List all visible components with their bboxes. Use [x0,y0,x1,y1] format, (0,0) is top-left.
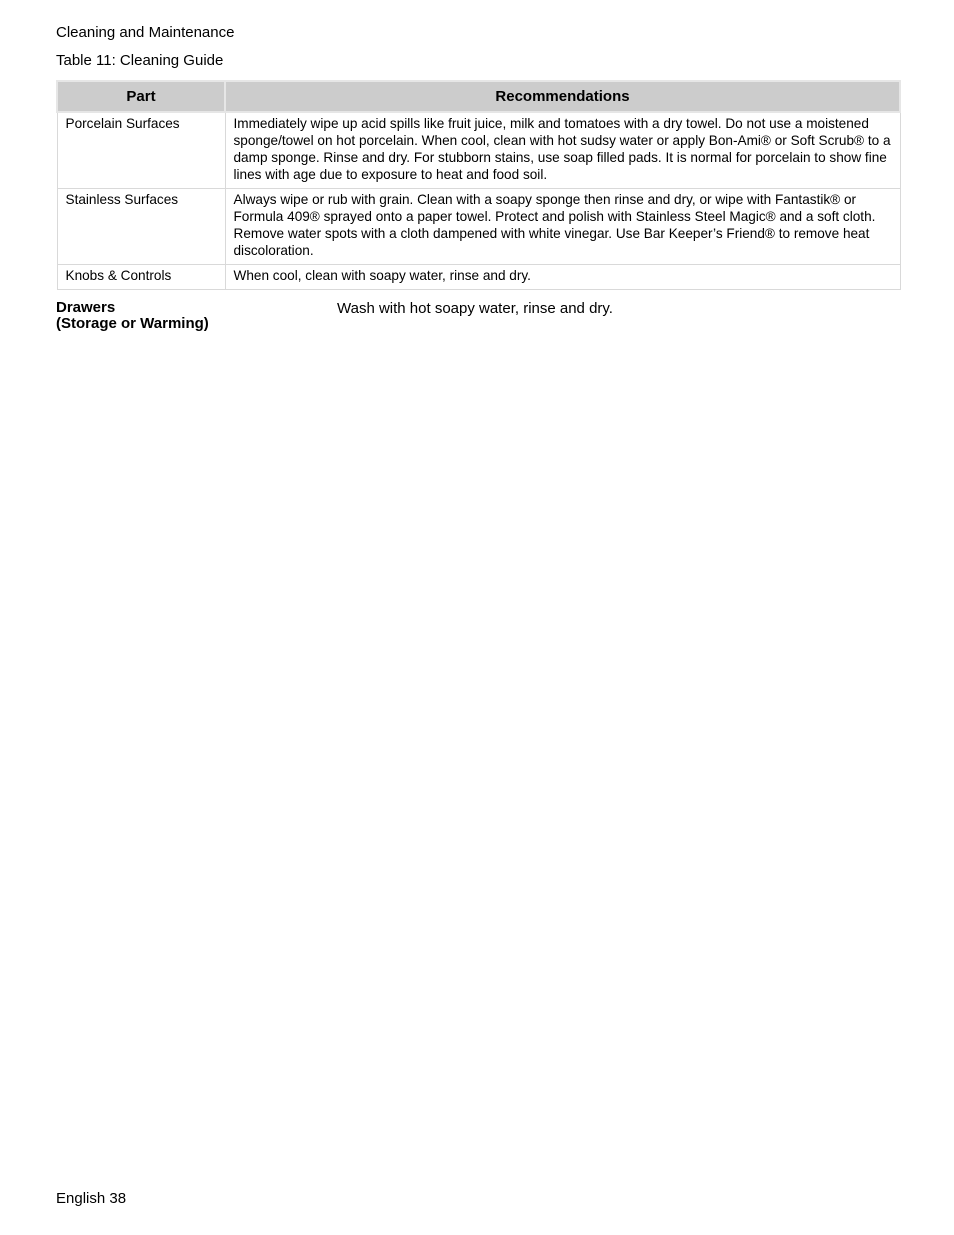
drawers-recommendation: Wash with hot soapy water, rinse and dry. [337,300,613,317]
drawers-label-line2: (Storage or Warming) [56,315,209,332]
table-row [57,265,900,290]
table-header-row [57,81,900,112]
part-cell: Porcelain Surfaces [57,112,225,189]
page-footer: English 38 [56,1190,127,1207]
column-header-part: Part [57,81,225,112]
column-header-recommendations: Recommendations [225,81,900,112]
recommendation-cell: Always wipe or rub with grain. Clean with a soapy sponge then rinse and dry, or wipe with Fantastik® or Formula 409® sprayed onto a paper towel. Protect and polish with Stainless Steel Magic® and a soft cloth. Remove water spots with a cloth dampened with white vinegar. Use Bar Keeper’s Friend® to remove heat discoloration. [225,189,900,265]
cleaning-guide-table [56,80,901,290]
table-row [57,189,900,265]
table-row [57,112,900,189]
recommendation-cell: Immediately wipe up acid spills like fruit juice, milk and tomatoes with a dry towel. Do not use a moistened sponge/towel on hot porcelain. When cool, clean with hot sudsy water or apply Bon-Ami® or Soft Scrub® to a damp sponge. Rinse and dry. For stubborn stains, use soap filled pads. It is normal for porcelain to show fine lines with age due to exposure to heat and food soil. [225,112,900,189]
table-caption: Table 11: Cleaning Guide [56,52,224,69]
drawers-label [56,300,209,332]
recommendation-cell: When cool, clean with soapy water, rinse and dry. [225,265,900,290]
drawers-label-line1: Drawers [56,299,116,316]
section-header: Cleaning and Maintenance [56,24,235,41]
part-cell: Stainless Surfaces [57,189,225,265]
part-cell: Knobs & Controls [57,265,225,290]
